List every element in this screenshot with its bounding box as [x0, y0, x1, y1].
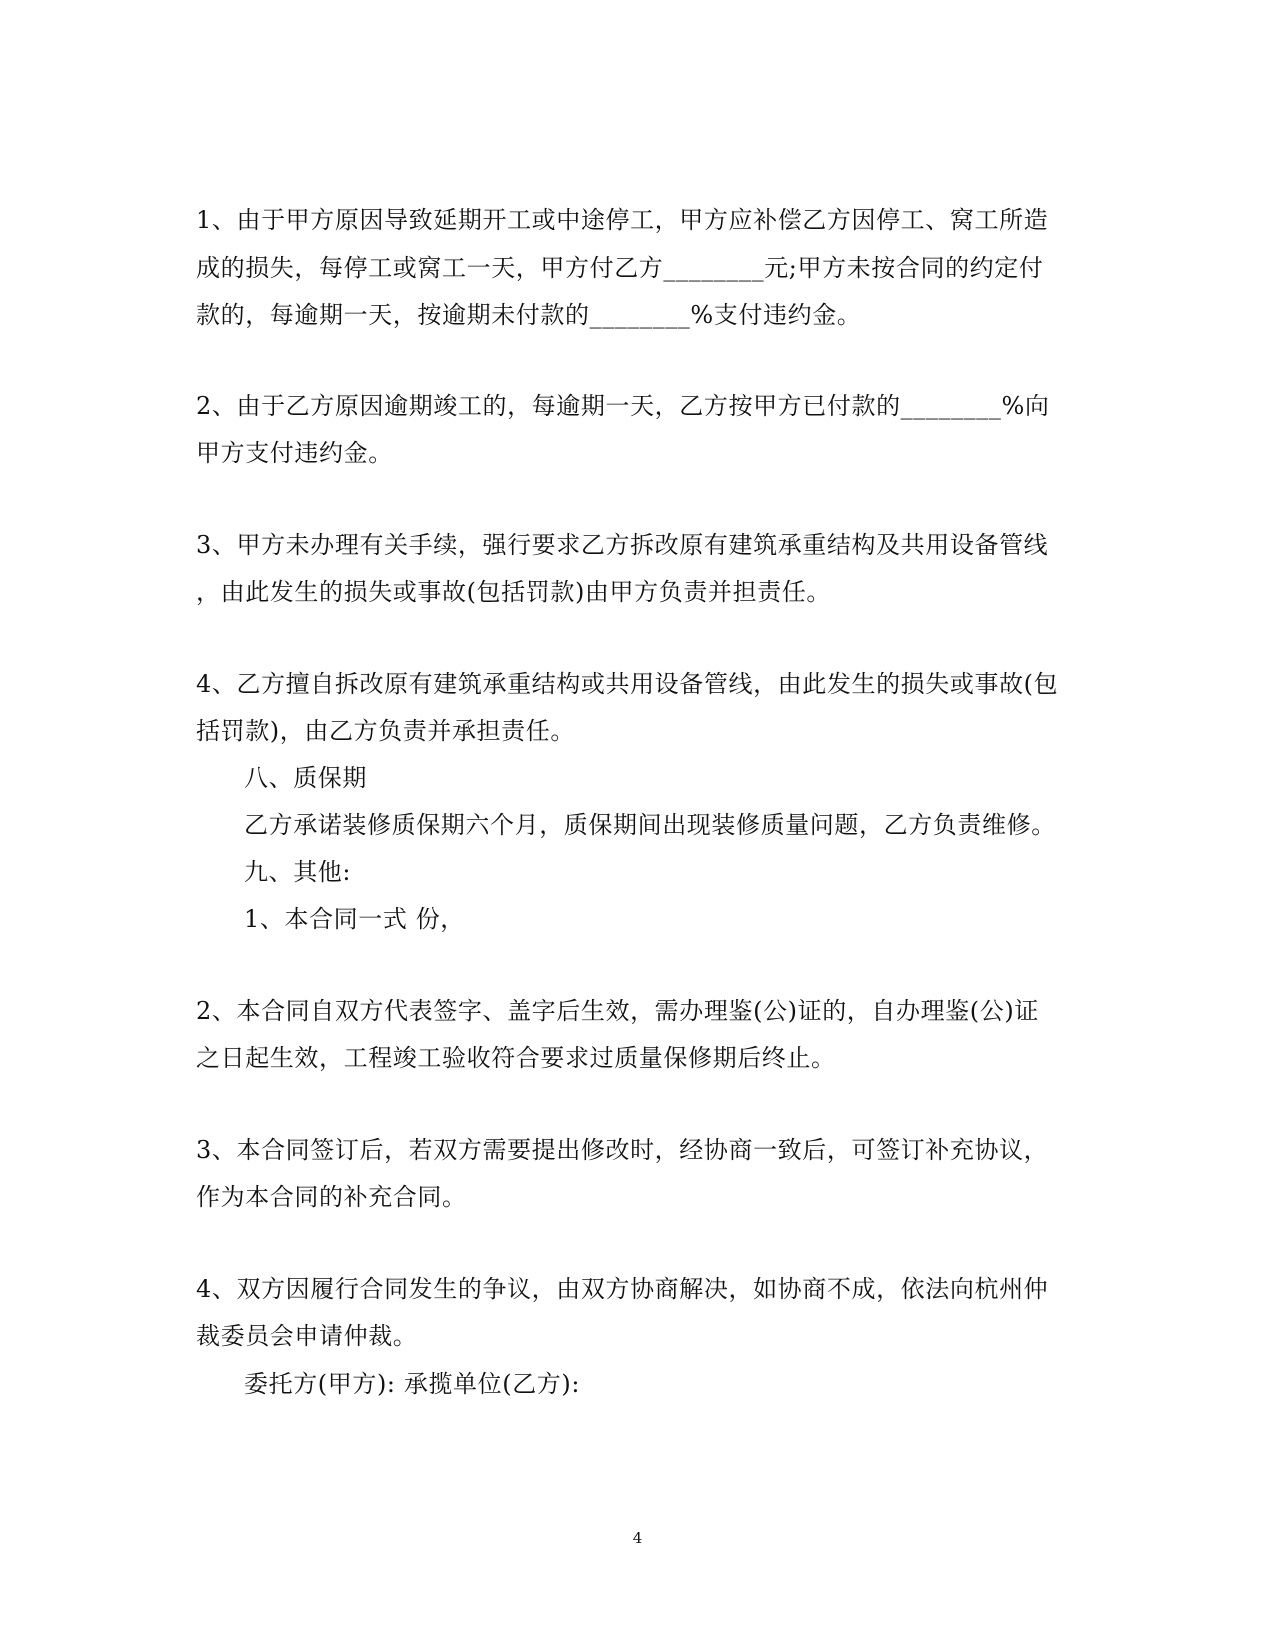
- signature-line: 委托方(甲方): 承揽单位(乙方):: [244, 1370, 581, 1398]
- section-8-heading: 八、质保期: [244, 764, 367, 792]
- clause-2-line-2: 甲方支付违约金。: [196, 439, 393, 467]
- page-number: 4: [632, 1529, 643, 1547]
- clause-3-line-1: 3、甲方未办理有关手续，强行要求乙方拆改原有建筑承重结构及共用设备管线: [196, 531, 1049, 559]
- section-9-heading: 九、其他:: [244, 858, 352, 886]
- clause-3-line-2: ，由此发生的损失或事故(包括罚款)由甲方负责并担责任。: [196, 578, 831, 606]
- section-9-item-3-line-1: 3、本合同签订后，若双方需要提出修改时，经协商一致后，可签订补充协议，: [196, 1136, 1049, 1164]
- section-8-body: 乙方承诺装修质保期六个月，质保期间出现装修质量问题，乙方负责维修。: [244, 811, 1056, 839]
- clause-2-line-1: 2、由于乙方原因逾期竣工的，每逾期一天，乙方按甲方已付款的________%向: [196, 392, 1050, 420]
- clause-4-line-1: 4、乙方擅自拆改原有建筑承重结构或共用设备管线，由此发生的损失或事故(包: [196, 670, 1059, 698]
- clause-1-line-3: 款的，每逾期一天，按逾期未付款的________%支付违约金。: [196, 301, 862, 329]
- section-9-item-2-line-1: 2、本合同自双方代表签字、盖字后生效，需办理鉴(公)证的，自办理鉴(公)证: [196, 997, 1039, 1025]
- section-9-item-1: 1、本合同一式 份，: [244, 905, 465, 933]
- section-9-item-2-line-2: 之日起生效，工程竣工验收符合要求过质量保修期后终止。: [196, 1044, 836, 1072]
- section-9-item-4-line-1: 4、双方因履行合同发生的争议，由双方协商解决，如协商不成，依法向杭州仲: [196, 1275, 1049, 1303]
- section-9-item-3-line-2: 作为本合同的补充合同。: [196, 1183, 467, 1211]
- clause-1-line-2: 成的损失，每停工或窝工一天，甲方付乙方________元;甲方未按合同的约定付: [196, 254, 1044, 282]
- section-9-item-4-line-2: 裁委员会申请仲裁。: [196, 1322, 418, 1350]
- clause-4-line-2: 括罚款)，由乙方负责并承担责任。: [196, 717, 575, 745]
- clause-1-line-1: 1、由于甲方原因导致延期开工或中途停工，甲方应补偿乙方因停工、窝工所造: [196, 206, 1049, 234]
